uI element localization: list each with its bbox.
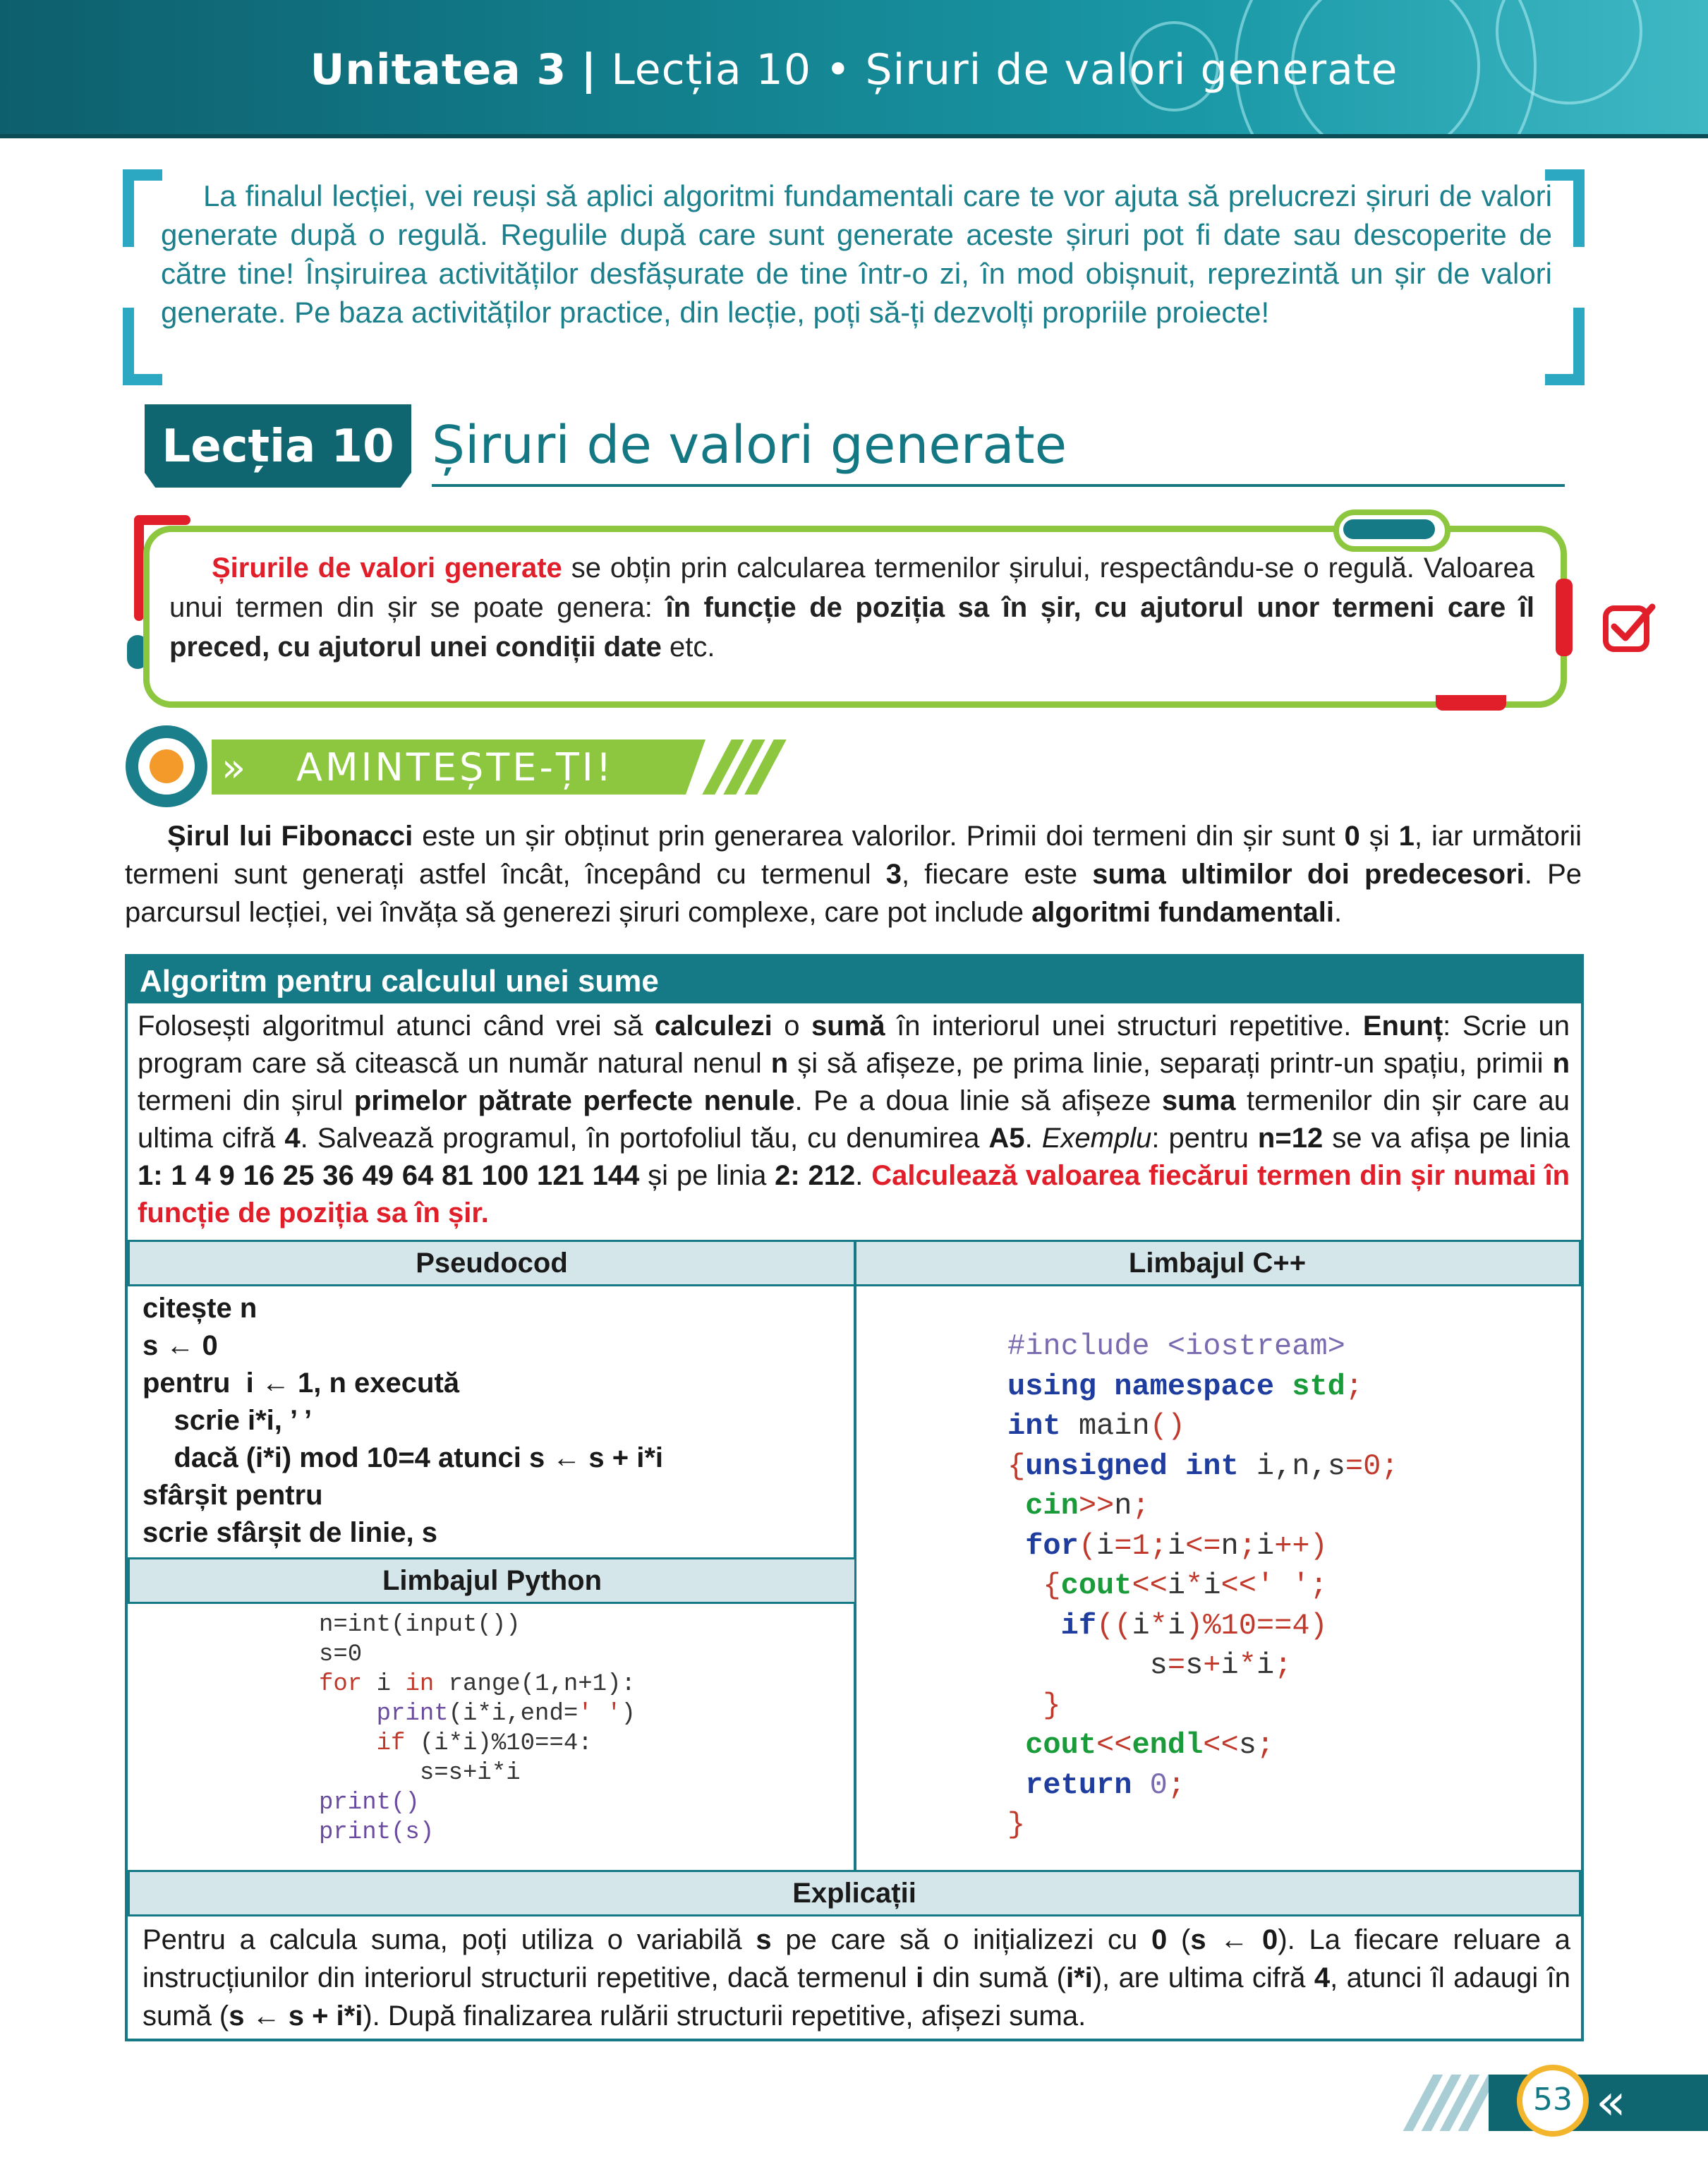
text-part: este un șir obținut prin generarea valorilor. Primii doi termeni din șir sunt [413, 821, 1345, 852]
code-token: i [1132, 1608, 1150, 1643]
text-part: în interiorul unei structuri repetitive. [885, 1010, 1363, 1042]
code-token: (i*i,end= [448, 1701, 579, 1727]
text-part: , iar următorii termeni sunt generați astfel încât, începând cu termenul [125, 821, 1582, 890]
python-line: s=s+i*i [319, 1760, 521, 1787]
code-keyword: if [319, 1730, 406, 1757]
pseudocode-line: s ← 0 [143, 1330, 218, 1361]
text-bold: 1 [1398, 821, 1415, 852]
code-keyword: for [1007, 1528, 1079, 1563]
code-string: ' ' [1256, 1569, 1310, 1602]
text-bold: i [916, 1962, 924, 1993]
code-token: i [1221, 1648, 1239, 1682]
cpp-line [1007, 1367, 1399, 1407]
code-token: ++) [1274, 1528, 1328, 1563]
bracket-decoration [123, 169, 162, 181]
python-line [319, 1729, 636, 1758]
header-separator: | [581, 45, 598, 95]
code-token: std [1274, 1369, 1345, 1404]
bracket-decoration [1545, 374, 1585, 385]
code-token: () [1149, 1409, 1186, 1443]
header-underline [0, 134, 1708, 138]
code-token: * [1238, 1648, 1256, 1682]
pseudocode-header [128, 1240, 856, 1286]
code-token: + [1203, 1648, 1221, 1682]
python-header-label: Limbajul Python [382, 1565, 602, 1596]
text-bold: i*i [1065, 1962, 1093, 1993]
explanations-text [143, 1921, 1570, 2035]
pseudocode-line: dacă (i*i) mod 10=4 atunci s ← s + i*i [143, 1442, 664, 1473]
text-bold: calculezi [654, 1010, 773, 1042]
text-bold: A5 [988, 1123, 1025, 1154]
header-lesson: Lecția 10 • Șiruri de valori generate [611, 45, 1398, 95]
text-part: ). La fiecare reluare a instrucțiunilor din interiorul structurii repetitive, dacă termenul [143, 1924, 1570, 1993]
target-icon-center [150, 749, 183, 783]
explanations-header [128, 1870, 1581, 1917]
text-bold: primelor pătrate perfecte nenule [353, 1085, 795, 1116]
lesson-title: Șiruri de valori generate [432, 415, 1067, 476]
code-token: ; [1309, 1569, 1328, 1602]
definition-term: Șirurile de valori generate [212, 553, 562, 584]
text-bold: sumă [811, 1010, 885, 1042]
code-keyword: cin [1007, 1489, 1079, 1523]
code-token: )%10==4) [1185, 1608, 1328, 1643]
text-bold: n [770, 1048, 789, 1079]
definition-accent [134, 515, 144, 621]
pseudocode-line: scrie i*i, ’ ’ [143, 1405, 313, 1436]
pseudocode-header-label: Pseudocod [416, 1248, 568, 1279]
code-token: =0; [1345, 1449, 1399, 1483]
python-line [319, 1670, 636, 1699]
definition-emphasis: în funcție de poziția sa în șir, cu ajutorul unor termeni care îl preced, cu ajutorul unei condiții date [169, 592, 1534, 663]
cpp-line [1007, 1646, 1399, 1686]
text-bold: Șirul lui Fibonacci [167, 821, 413, 852]
text-part: . [1024, 1123, 1042, 1154]
text-part: termeni din șirul [138, 1085, 354, 1116]
cpp-line [1007, 1566, 1399, 1606]
text-red: Calculează valoarea fiecărui termen din șir numai în funcție de poziția sa în șir. [138, 1160, 1570, 1229]
code-keyword: in [405, 1671, 435, 1698]
text-part: . Salvează programul, în portofoliul tău, cu denumirea [300, 1123, 989, 1154]
explanations-header-label: Explicații [792, 1878, 916, 1909]
cpp-header-label: Limbajul C++ [1128, 1248, 1307, 1279]
algorithm-statement [138, 1008, 1570, 1232]
definition-text [169, 548, 1534, 667]
code-token: n [1114, 1489, 1132, 1523]
code-token: ; [1345, 1369, 1364, 1404]
code-token: = [1167, 1648, 1186, 1682]
text-part: pe care să o inițializezi cu [771, 1924, 1152, 1955]
text-bold: Enunț [1362, 1010, 1443, 1042]
text-bold: n [1552, 1048, 1570, 1079]
pseudocode-block [143, 1290, 663, 1552]
cpp-line [1007, 1406, 1399, 1447]
code-keyword: endl [1132, 1728, 1204, 1762]
code-token: (( [1096, 1608, 1132, 1643]
code-token: i [1256, 1648, 1275, 1682]
python-line [319, 1699, 636, 1729]
code-token: ; [1274, 1648, 1292, 1682]
text-part: Pentru a calcula suma, poți utiliza o variabilă [143, 1924, 756, 1955]
code-token: s [1185, 1648, 1204, 1682]
text-part: termenilor din șir care au ultima cifră [138, 1085, 1570, 1154]
text-part: : Scrie un program care să citească un număr natural nenul [138, 1010, 1570, 1079]
lesson-tag: Lecția 10 [162, 421, 394, 473]
text-bold: 4 [1314, 1962, 1331, 1993]
code-keyword: unsigned int [1025, 1449, 1239, 1483]
code-token: i [1167, 1608, 1186, 1643]
reminder-label: AMINTEȘTE-ȚI! [296, 745, 614, 790]
bracket-decoration [123, 374, 162, 385]
definition-part: etc. [661, 632, 715, 663]
python-code [319, 1610, 636, 1847]
definition-accent [1556, 579, 1573, 656]
code-keyword: return [1007, 1768, 1132, 1802]
text-part: se va afișa pe linia [1323, 1123, 1570, 1154]
code-token: i,n,s [1238, 1449, 1345, 1483]
code-token: << [1203, 1728, 1239, 1762]
code-token: i [1203, 1569, 1221, 1602]
code-token: n [1221, 1528, 1239, 1563]
text-bold: suma ultimilor doi predecesori [1092, 859, 1525, 890]
header-unit: Unitatea 3 [310, 45, 567, 95]
cpp-line: #include <iostream> [1007, 1329, 1345, 1363]
code-token: s [1007, 1648, 1168, 1682]
code-token: i [362, 1671, 406, 1698]
text-bold: suma [1161, 1085, 1236, 1116]
page-number: 53 [1533, 2082, 1573, 2118]
definition-pill-inner [1343, 519, 1435, 539]
code-token: ) [621, 1701, 636, 1727]
text-part: Folosești algoritmul atunci când vrei să [138, 1010, 655, 1042]
double-arrow-icon: » [222, 745, 246, 791]
cpp-line [1007, 1606, 1399, 1646]
code-keyword: cout [1007, 1728, 1097, 1762]
code-token: 0 [1132, 1768, 1168, 1802]
code-token: main [1060, 1409, 1150, 1443]
cpp-line [1007, 1486, 1399, 1526]
code-token: >> [1078, 1489, 1115, 1523]
text-part: din sumă ( [923, 1962, 1066, 1993]
text-bold: 2: 212 [775, 1160, 856, 1191]
text-part: . [1334, 897, 1343, 928]
code-token: << [1132, 1569, 1168, 1602]
double-arrow-icon: « [1596, 2073, 1626, 2131]
text-part: . Pe a doua linie să afișeze [794, 1085, 1162, 1116]
text-bold: s ← 0 [1190, 1924, 1278, 1955]
code-keyword: using namespace [1007, 1369, 1275, 1404]
text-bold: 4 [284, 1123, 301, 1154]
python-line: print() [319, 1789, 420, 1816]
code-token: * [1149, 1608, 1168, 1643]
text-part: ( [1167, 1924, 1191, 1955]
lesson-title-rule [432, 484, 1565, 487]
cpp-code [1007, 1327, 1399, 1845]
text-part: și să afișeze, pe prima linie, separați printr-un spațiu, primii [788, 1048, 1553, 1079]
cpp-line [1007, 1526, 1399, 1567]
text-part: ), are ultima cifră [1092, 1962, 1314, 1993]
fibonacci-text [125, 817, 1582, 931]
text-part: ). După finalizarea rulării structurii repetitive, afișezi suma. [363, 2000, 1086, 2032]
lesson-intro: La finalul lecției, vei reuși să aplici algoritmi fundamentali care te vor ajuta să prelucrezi șiruri de valori generate după o regulă. Regulile după care sunt generate aceste șiruri pot fi date sau descoperite de către tine! Înșiruirea activităților desfășurate de tine într-o zi, în mod obișnuit, reprezintă un șir de valori generate. Pe baza activităților practice, din lecție, poți să-ți dezvolți propriile proiecte! [161, 179, 1552, 329]
text-bold: 1: 1 4 9 16 25 36 49 64 81 100 121 144 [138, 1160, 640, 1191]
text-bold: 3 [885, 859, 902, 890]
code-keyword: int [1007, 1409, 1061, 1443]
cpp-line: } [1007, 1688, 1061, 1722]
code-token: s [1238, 1728, 1256, 1762]
code-keyword: cout [1060, 1569, 1132, 1602]
text-bold: 0 [1344, 821, 1360, 852]
code-token: ; [1256, 1728, 1275, 1762]
code-token: (i*i)%10==4: [405, 1730, 593, 1757]
code-token: range(1,n+1): [434, 1671, 636, 1698]
cpp-line [1007, 1447, 1399, 1487]
pseudocode-line: citește n [143, 1293, 258, 1324]
bracket-decoration [1573, 169, 1585, 247]
python-line: print(s) [319, 1819, 435, 1846]
code-token: ; [1167, 1768, 1186, 1802]
python-header [128, 1557, 856, 1604]
code-token: =1; [1114, 1528, 1168, 1563]
code-token: i [1167, 1528, 1186, 1563]
code-token: * [1185, 1569, 1204, 1602]
pseudocode-line: sfârșit pentru [143, 1480, 323, 1511]
code-token: i [1096, 1528, 1115, 1563]
text-part: : pentru [1151, 1123, 1258, 1154]
code-token: << [1096, 1728, 1132, 1762]
text-part: o [772, 1010, 812, 1042]
text-part: . Pe parcursul lecției, vei învăța să generezi șiruri complexe, care pot include [125, 859, 1582, 928]
algorithm-title: Algoritm pentru calculul unei sume [140, 964, 659, 998]
code-keyword: print [319, 1701, 449, 1727]
text-part: , fiecare este [902, 859, 1093, 890]
cpp-line [1007, 1765, 1399, 1806]
text-part: . [855, 1160, 872, 1191]
pseudocode-line: pentru i ← 1, n execută [143, 1368, 460, 1399]
definition-accent [134, 515, 190, 525]
text-part: , atunci îl adaugi în sumă ( [143, 1962, 1570, 2032]
code-token: { [1007, 1569, 1061, 1602]
text-bold: n=12 [1257, 1123, 1324, 1154]
text-bold: s ← s + i*i [229, 2000, 363, 2032]
text-part: și pe linia [639, 1160, 775, 1191]
text-part: și [1359, 821, 1399, 852]
python-line: s=0 [319, 1641, 363, 1668]
code-token: <= [1185, 1528, 1221, 1563]
code-keyword: for [319, 1671, 363, 1698]
code-token: i [1256, 1528, 1275, 1563]
header-title [0, 45, 1708, 95]
code-token: << [1221, 1569, 1256, 1602]
page-header [0, 0, 1708, 138]
code-token: { [1007, 1449, 1026, 1483]
definition-accent [1436, 695, 1506, 711]
cpp-line [1007, 1725, 1399, 1765]
code-keyword: if [1007, 1608, 1097, 1643]
text-bold: algoritmi fundamentali [1031, 897, 1334, 928]
python-line: n=int(input()) [319, 1612, 521, 1638]
code-token: ; [1238, 1528, 1256, 1563]
text-bold: s [756, 1924, 772, 1955]
pseudocode-line: scrie sfârșit de linie, s [143, 1517, 437, 1548]
code-token: i [1167, 1569, 1186, 1602]
checkbox-check-icon [1601, 598, 1658, 655]
text-italic: Exemplu [1041, 1123, 1152, 1154]
cpp-header [854, 1240, 1581, 1286]
definition-part: se obțin prin calcularea termenilor șirului, respectându-se o regulă. Valoarea unui termen din șir se poate genera: [169, 553, 1534, 623]
code-string: ' ' [578, 1701, 622, 1727]
bracket-decoration [123, 169, 134, 247]
code-token: ; [1132, 1489, 1150, 1523]
cpp-line: } [1007, 1808, 1026, 1842]
code-token: ( [1078, 1528, 1097, 1563]
text-bold: 0 [1151, 1924, 1168, 1955]
